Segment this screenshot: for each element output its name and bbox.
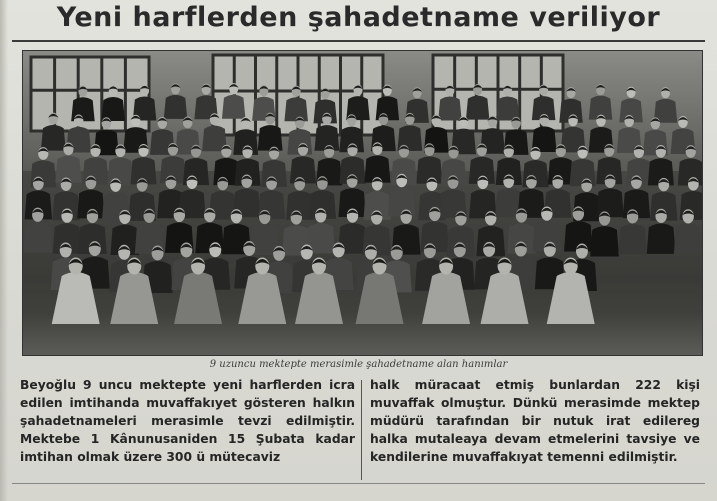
column-divider [361,380,362,480]
article-body-column-right: halk müracaat etmiş bunlardan 222 kişi muvaffak olmuştur. Dünkü merasimde mektep müdürü tarafından bir nutuk irat edilereg halka mutaleaya devam etmelerini tavsiye ve kendilerine muvaffakıyat temenni edilmiştir. [370,378,700,464]
person-body [107,158,133,185]
person-body [438,97,462,121]
person-body [284,97,308,121]
article-headline: Yeni harflerden şahadetname veriliyor [56,2,661,33]
photo-caption: 9 uzuncu mektepte merasimle şahadetname alan hanımlar [209,359,508,370]
article-body-column-left: Beyoğlu 9 uncu mektepte yeni harflerden icra edilen imtihanda muvaffakıyet gösteren halkın şahadetnameleri merasimle tevzi edilmiştir. Mektebe 1 Kânunusaniden 15 Şubata kadar imtihan olmak üzere 300 ü mütecaviz [20,378,355,464]
person-body [164,95,188,119]
person-body [222,95,246,119]
person-body [101,97,125,121]
person-body [674,224,702,254]
person-body [41,125,66,151]
person-body [23,222,52,252]
person-body [388,188,415,217]
person-body [258,125,283,151]
bottom-rule [12,483,705,484]
person-body [618,224,647,254]
group-photo-illustration [23,51,702,355]
page-edge [0,0,8,501]
headline-rule [12,40,705,42]
group-photo [22,50,703,356]
person-body [590,226,619,256]
person-body [596,188,623,217]
person-body [466,96,490,120]
person-body [647,223,676,253]
